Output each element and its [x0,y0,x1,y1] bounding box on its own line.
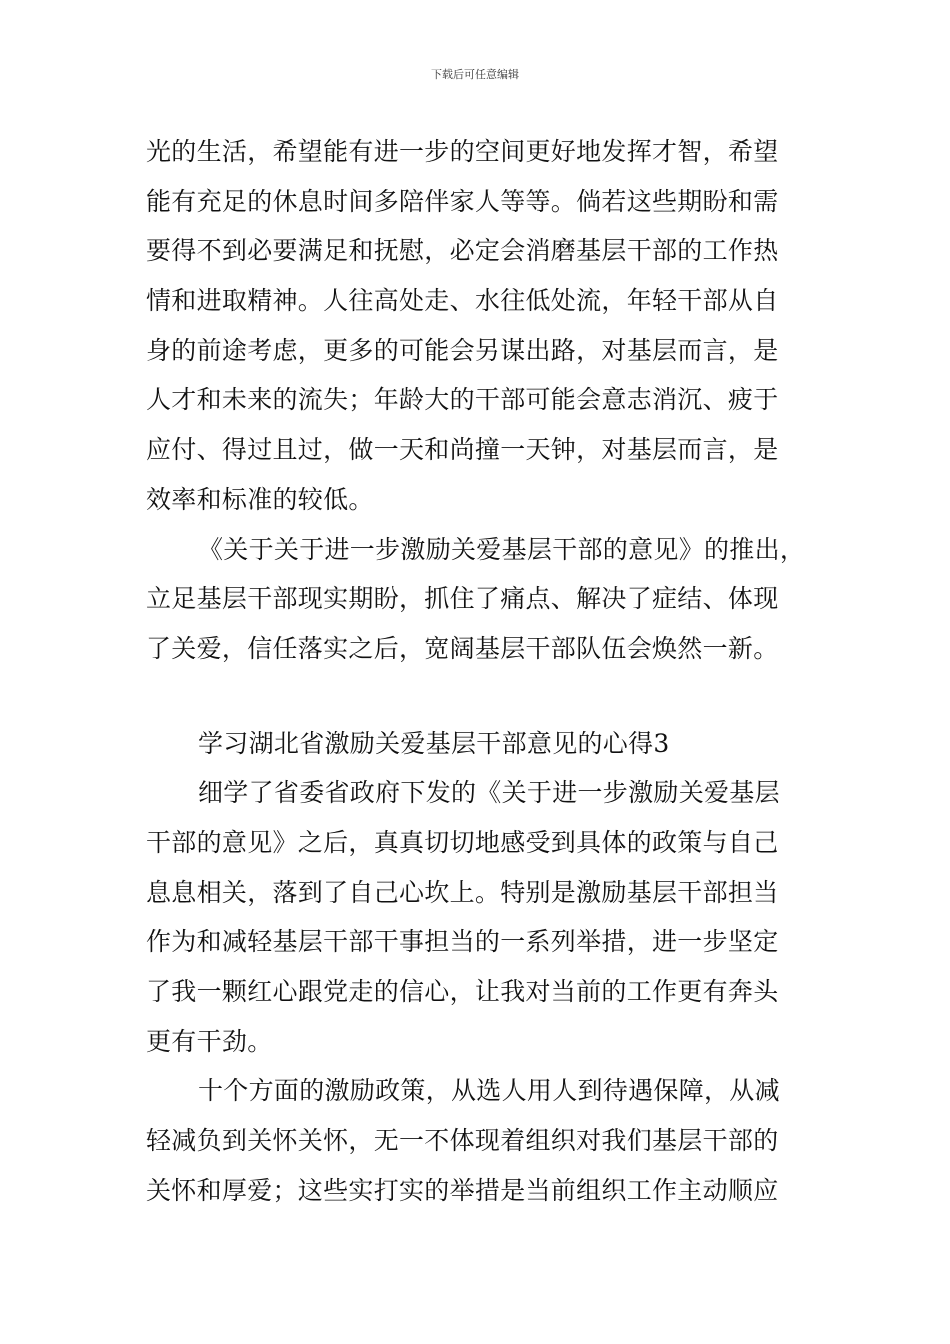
text-line: 立足基层干部现实期盼，抓住了痛点、解决了症结、体现 [146,584,779,614]
text-line: 更有干劲。 [146,1026,273,1056]
text-line: 光的生活，希望能有进一步的空间更好地发挥才智，希望 [146,137,779,166]
section-heading [146,719,814,769]
text-line: 学习湖北省激励关爱基层干部意见的心得3 [198,728,670,758]
text-line: 轻减负到关怀关怀，无一不体现着组织对我们基层干部的 [146,1126,779,1156]
text-line: 要得不到必要满足和抚慰，必定会消磨基层干部的工作热 [146,236,779,266]
text-line: 身的前途考虑，更多的可能会另谋出路，对基层而言，是 [146,335,779,365]
text-line: 了我一颗红心跟党走的信心，让我对当前的工作更有奔头 [146,977,779,1006]
document-body [146,127,814,1215]
text-line: 《关于关于进一步激励关爱基层干部的意见》的推出， [198,534,806,564]
paragraph [146,525,814,674]
section-gap [146,674,814,719]
text-line: 干部的意见》之后，真真切切地感受到具体的政策与自己 [146,827,779,857]
text-line: 细学了省委省政府下发的《关于进一步激励关爱基层 [198,778,780,808]
text-line: 能有充足的休息时间多陪伴家人等等。倘若这些期盼和需 [146,186,779,216]
text-line: 息息相关，落到了自己心坎上。特别是激励基层干部担当 [146,877,779,907]
text-line: 情和进取精神。人往高处走、水往低处流，年轻干部从自 [146,286,779,316]
text-line: 关怀和厚爱；这些实打实的举措是当前组织工作主动顺应 [146,1175,779,1205]
text-line: 人才和未来的流失；年龄大的干部可能会意志消沉、疲于 [146,385,779,415]
text-line: 了关爱，信任落实之后，宽阔基层干部队伍会焕然一新。 [146,633,779,663]
paragraph [146,127,814,525]
paragraph [146,1066,814,1215]
text-line: 应付、得过且过，做一天和尚撞一天钟，对基层而言，是 [146,435,779,465]
paragraph [146,768,814,1066]
text-line: 效率和标准的较低。 [146,484,374,514]
text-line: 作为和减轻基层干部干事担当的一系列举措，进一步坚定 [146,927,779,957]
page-header: 下载后可任意编辑 [431,68,519,81]
text-line: 十个方面的激励政策，从选人用人到待遇保障，从减 [198,1076,780,1106]
